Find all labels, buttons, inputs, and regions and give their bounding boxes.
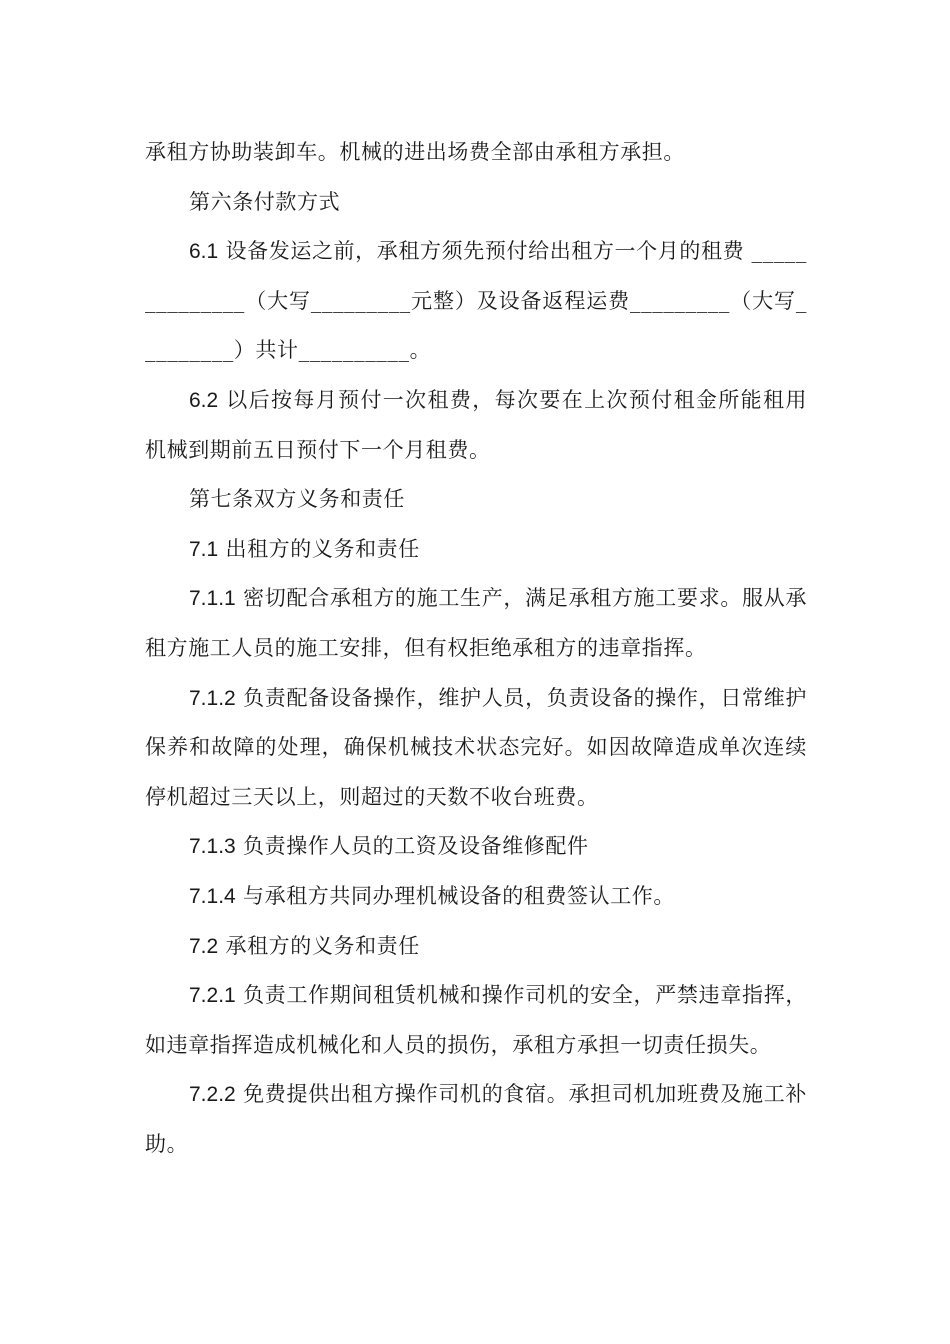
- article-7-heading: [145, 475, 807, 525]
- article-6-heading: [145, 178, 807, 228]
- clause-7-1-4: [145, 872, 807, 922]
- clause-number: 7.1.2: [189, 686, 236, 710]
- clause-number: 7.1: [189, 537, 219, 561]
- clause-number: 7.2.1: [189, 984, 236, 1008]
- clause-text: 承租方的义务和责任: [218, 933, 420, 958]
- clause-7-2-2: [145, 1070, 807, 1169]
- clause-number: 7.2: [189, 934, 219, 958]
- clause-6-1: [145, 227, 807, 376]
- heading-text: 第六条付款方式: [189, 189, 341, 214]
- clause-number: 6.1: [189, 240, 219, 264]
- clause-7-1: [145, 525, 807, 575]
- clause-number: 7.1.4: [189, 884, 236, 908]
- paragraph-text: 承租方协助装卸车。机械的进出场费全部由承租方承担。: [145, 140, 685, 164]
- clause-text: 出租方的义务和责任: [218, 536, 420, 561]
- clause-text: 负责操作人员的工资及设备维修配件: [235, 834, 589, 859]
- clause-text: 密切配合承租方的施工生产，满足承租方施工要求。服从承租方施工人员的施工安排，但有权拒绝承租方的违章指挥。: [145, 586, 807, 660]
- clause-number: 7.1.1: [189, 587, 236, 611]
- paragraph-continuation: [145, 128, 807, 178]
- heading-text: 第七条双方义务和责任: [189, 487, 405, 512]
- clause-text: 免费提供出租方操作司机的食宿。承担司机加班费及施工补助。: [145, 1082, 807, 1156]
- clause-7-1-2: [145, 674, 807, 823]
- clause-7-1-3: [145, 822, 807, 872]
- clause-number: 6.2: [189, 388, 219, 412]
- clause-number: 7.1.3: [189, 835, 236, 859]
- clause-7-2: [145, 922, 807, 972]
- clause-6-2: [145, 376, 807, 475]
- clause-text: 负责工作期间租赁机械和操作司机的安全，严禁违章指挥，如违章指挥造成机械化和人员的损伤，承租方承担一切责任损失。: [145, 983, 807, 1057]
- clause-text: 负责配备设备操作，维护人员，负责设备的操作，日常维护保养和故障的处理，确保机械技术状态完好。如因故障造成单次连续停机超过三天以上，则超过的天数不收台班费。: [145, 685, 807, 809]
- clause-text: 设备发运之前，承租方须先预付给出租方一个月的租费 ______________（大写_________元整）及设备返程运费_________（大写_________）共计__________。: [145, 239, 807, 363]
- clause-7-2-1: [145, 971, 807, 1070]
- clause-text: 以后按每月预付一次租费，每次要在上次预付租金所能租用机械到期前五日预付下一个月租费。: [145, 387, 807, 462]
- document-body: [145, 128, 807, 1169]
- clause-text: 与承租方共同办理机械设备的租费签认工作。: [235, 883, 675, 908]
- clause-7-1-1: [145, 574, 807, 673]
- clause-number: 7.2.2: [189, 1083, 236, 1107]
